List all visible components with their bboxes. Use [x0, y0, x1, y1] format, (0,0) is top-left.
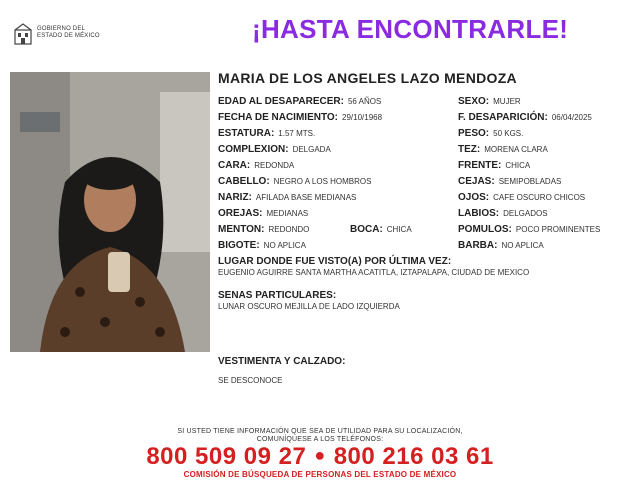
field-value: 56 AÑOS [347, 97, 382, 106]
field-barba [458, 240, 544, 251]
marks-label: SENAS PARTICULARES: [218, 290, 337, 301]
field-value: POCO PROMINENTES [515, 225, 601, 234]
field-value: CAFE OSCURO CHICOS [493, 193, 586, 202]
field-label: OJOS: [458, 192, 490, 203]
field-label: CARA: [218, 160, 251, 171]
headline: ¡HASTA ENCONTRARLE! [252, 14, 569, 44]
field-value: REDONDA [254, 161, 295, 170]
photo-illustration [10, 72, 210, 352]
field-label: ESTATURA: [218, 128, 275, 139]
field-label: MENTON: [218, 224, 265, 235]
field-label: LABIOS: [458, 208, 500, 219]
field-value: DELGADA [292, 145, 331, 154]
field-fecha-desaparicion [458, 112, 592, 123]
field-label: BOCA: [350, 224, 383, 235]
phone-numbers [0, 443, 640, 471]
field-label: PESO: [458, 128, 490, 139]
field-label: TEZ: [458, 144, 481, 155]
info-line-2: COMUNÍQUESE A LOS TELÉFONOS: [256, 436, 384, 443]
field-label: CABELLO: [218, 176, 270, 187]
field-label: BIGOTE: [218, 240, 260, 251]
field-bigote [218, 240, 306, 251]
field-value: SEMIPOBLADAS [498, 177, 562, 186]
field-label: POMULOS: [458, 224, 512, 235]
state-emblem-icon [12, 22, 34, 46]
field-peso [458, 128, 523, 139]
field-value: NO APLICA [501, 241, 544, 250]
missing-person-photo [10, 72, 210, 352]
field-label: F. DESAPARICIÓN: [458, 112, 548, 123]
field-menton [218, 224, 309, 235]
field-label: COMPLEXION: [218, 144, 289, 155]
field-label: EDAD AL DESAPARECER: [218, 96, 344, 107]
field-value: MORENA CLARA [484, 145, 548, 154]
field-label: BARBA: [458, 240, 498, 251]
field-value: 06/04/2025 [551, 113, 592, 122]
field-cejas [458, 176, 561, 187]
field-label: NARIZ: [218, 192, 252, 203]
field-value: 29/10/1968 [342, 113, 383, 122]
info-line-1: SI USTED TIENE INFORMACIÓN QUE SEA DE UTILIDAD PARA SU LOCALIZACIÓN, [177, 428, 463, 435]
person-name: MARIA DE LOS ANGELES LAZO MENDOZA [218, 70, 517, 86]
marks-value: LUNAR OSCURO MEJILLA DE LADO IZQUIERDA [218, 302, 400, 311]
phone-number-1[interactable]: 800 509 09 27 [146, 443, 307, 470]
field-value: AFILADA BASE MEDIANAS [255, 193, 357, 202]
field-frente [458, 160, 530, 171]
phone-number-2[interactable]: 800 216 03 61 [333, 443, 494, 470]
logo-text-line1: GOBIERNO DEL [37, 26, 86, 32]
logo-text-line2: ESTADO DE MÉXICO [37, 33, 100, 39]
field-boca [350, 224, 412, 235]
field-label: SEXO: [458, 96, 490, 107]
clothing-label: VESTIMENTA Y CALZADO: [218, 356, 346, 367]
field-label: FRENTE: [458, 160, 502, 171]
field-estatura [218, 128, 315, 139]
field-value: CHICA [386, 225, 412, 234]
field-cara [218, 160, 294, 171]
field-nariz [218, 192, 356, 203]
clothing-value: SE DESCONOCE [218, 376, 283, 385]
field-complexion [218, 144, 331, 155]
field-labios [458, 208, 548, 219]
field-pomulos [458, 224, 600, 235]
government-logo [12, 22, 122, 46]
field-edad [218, 96, 381, 107]
field-tez [458, 144, 548, 155]
field-fecha-nacimiento [218, 112, 382, 123]
field-cabello [218, 176, 371, 187]
last-seen-label: LUGAR DONDE FUE VISTO(A) POR ÚLTIMA VEZ: [218, 256, 452, 267]
field-ojos [458, 192, 585, 203]
commission-name: COMISIÓN DE BÚSQUEDA DE PERSONAS DEL ESTADO DE MÉXICO [183, 470, 457, 479]
field-value: DELGADOS [503, 209, 548, 218]
field-sexo [458, 96, 521, 107]
field-value: MEDIANAS [266, 209, 309, 218]
field-value: REDONDO [268, 225, 310, 234]
field-value: NEGRO A LOS HOMBROS [273, 177, 372, 186]
field-value: 50 KGS. [493, 129, 524, 138]
field-label: CEJAS: [458, 176, 495, 187]
separator-dot-icon: ● [314, 445, 326, 465]
field-value: MUJER [493, 97, 521, 106]
field-orejas [218, 208, 308, 219]
last-seen-value: EUGENIO AGUIRRE SANTA MARTHA ACATITLA, IZTAPALAPA, CIUDAD DE MEXICO [218, 268, 530, 277]
field-value: CHICA [505, 161, 531, 170]
field-value: 1.57 MTS. [278, 129, 316, 138]
field-value: NO APLICA [263, 241, 306, 250]
field-label: OREJAS: [218, 208, 263, 219]
field-label: FECHA DE NACIMIENTO: [218, 112, 338, 123]
